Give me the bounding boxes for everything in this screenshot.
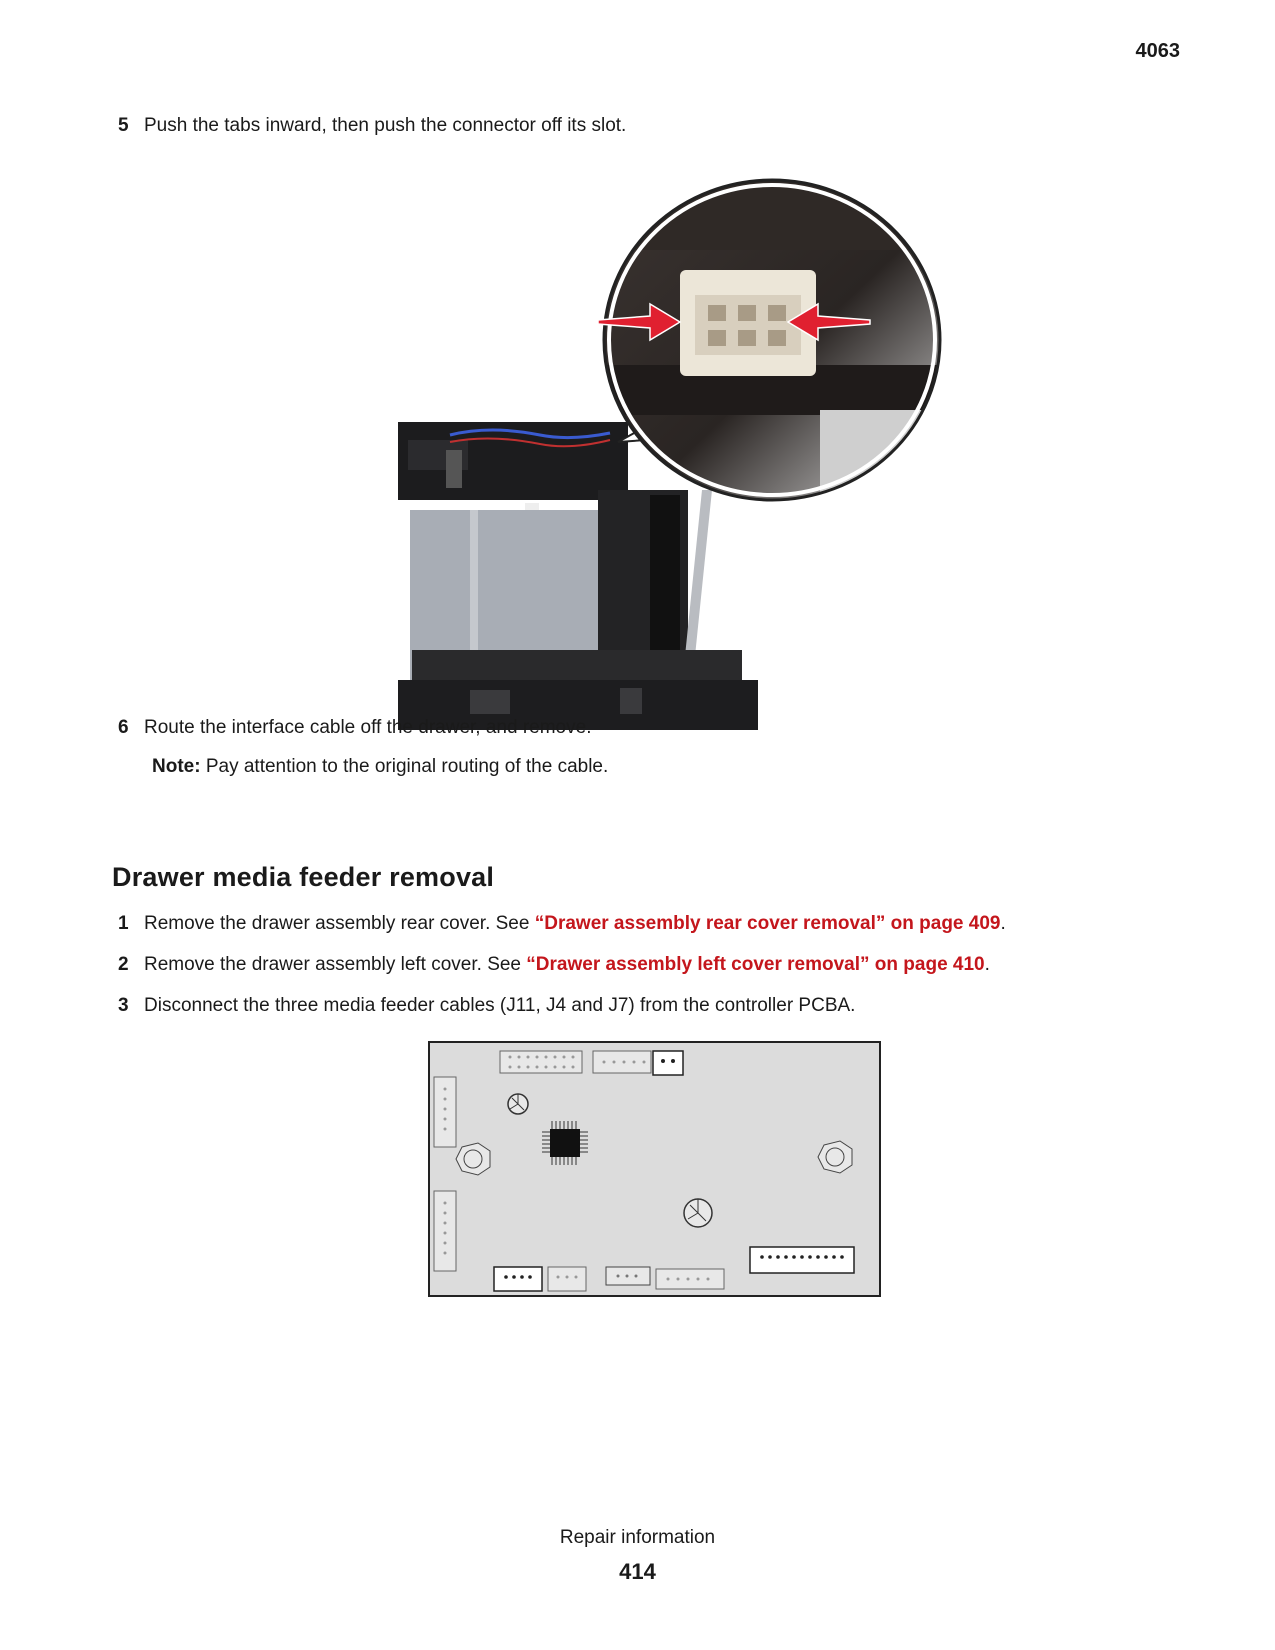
step-suffix: . [1000,913,1006,934]
left-cover-removal-link[interactable]: “Drawer assembly left cover removal” on page 410 [526,954,985,975]
right-connector-long [750,1247,854,1273]
step-number: 5 [118,115,129,136]
bottom-connector-2 [548,1267,586,1291]
step-text [144,953,990,977]
note-text: Pay attention to the original routing of the cable. [200,756,609,777]
step-text-body: Remove the drawer assembly rear cover. See [144,913,535,934]
component-circle-upper [508,1094,528,1114]
mounting-hole-left [456,1143,490,1175]
mounting-hole-right [818,1141,852,1173]
bottom-connector-4 [656,1269,724,1289]
note-label: Note: [152,756,201,777]
controller-pcba-diagram [428,1041,881,1297]
component-circle-lower [684,1199,712,1227]
step-text: Push the tabs inward, then push the connector off its slot. [144,115,627,136]
bottom-connector-3 [606,1267,650,1285]
model-number: 4063 [1135,40,1180,62]
note [152,756,608,778]
connector-zoom-callout [598,180,950,510]
left-connector-upper [434,1077,456,1147]
step-number: 1 [118,913,129,934]
step-number: 3 [118,995,129,1016]
section-title: Drawer media feeder removal [112,862,495,892]
section-step-2 [118,953,1118,979]
step-text: Route the interface cable off the drawer, and remove. [144,717,592,738]
footer-title: Repair information [559,1527,716,1548]
step-text [144,912,1006,936]
top-connector-small [653,1051,683,1075]
step-text-body: Remove the drawer assembly left cover. See [144,954,527,975]
page-number: 414 [619,1559,656,1584]
drawer-connector-photo [350,160,950,730]
rear-cover-removal-link[interactable]: “Drawer assembly rear cover removal” on page 409 [534,913,1001,934]
step-number: 2 [118,954,129,975]
bottom-connector-1 [494,1267,542,1291]
top-connector-medium [593,1051,651,1073]
section-step-3 [118,994,1118,1020]
step-number: 6 [118,717,129,738]
step-6 [118,716,818,742]
left-connector-lower [434,1191,456,1271]
step-suffix: . [984,954,990,975]
step-5 [118,114,818,140]
step-text: Disconnect the three media feeder cables (J11, J4 and J7) from the controller PCBA. [144,995,856,1016]
top-connector-large [500,1051,582,1073]
section-step-1 [118,912,1118,938]
